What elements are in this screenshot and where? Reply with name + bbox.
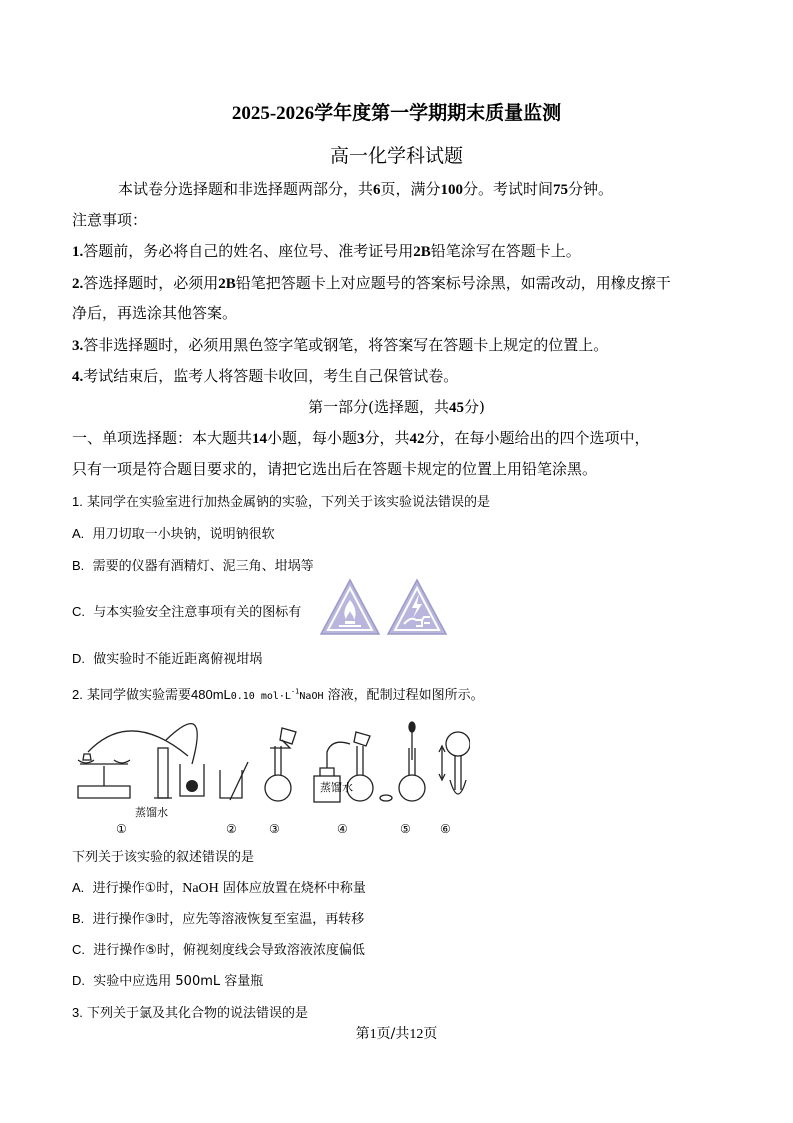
q2-option-d: D. 实验中应选用 500mL 容量瓶: [72, 973, 264, 989]
step-label-5: ⑤: [400, 822, 411, 836]
q2-stem: 2. 某同学做实验需要480mL0.10 $mol\cdot L^{-1}NaOH$ 溶液，配制过程如图所示。: [72, 687, 484, 703]
note-3: 3.答非选择题时，必须用黑色签字笔或钢笔，将答案写在答题卡上规定的位置上。: [72, 336, 609, 354]
q2-lead: 下列关于该实验的叙述错误的是: [72, 850, 255, 865]
note-2-cont: 净后，再选涂其他答案。: [72, 304, 238, 322]
q2-option-b: B. 进行操作③时，应先等溶液恢复至室温，再转移: [72, 911, 365, 927]
step-label-4: ④: [337, 822, 348, 836]
bottle-label: 蒸馏水: [320, 781, 353, 794]
step-label-2: ②: [226, 822, 237, 836]
mc-instructions: 一、单项选择题：本大题共14小题，每小题3分，共42分，在每小题给出的四个选项中，: [72, 429, 650, 447]
intro-line: 本试卷分选择题和非选择题两部分，共6页，满分100分。考试时间75分钟。: [118, 180, 614, 198]
q1-stem: 1. 某同学在实验室进行加热金属钠的实验，下列关于该实验说法错误的是: [72, 494, 490, 510]
q2-option-a: A. 进行操作①时，NaOH 固体应放置在烧杯中称量: [72, 880, 366, 896]
step-label-6: ⑥: [440, 822, 451, 836]
q1-option-c: C. 与本实验安全注意事项有关的图标有: [72, 604, 302, 620]
q1-option-d: D. 做实验时不能近距离俯视坩埚: [72, 651, 263, 667]
step-label-1: ①: [116, 822, 127, 836]
part1-heading: 第一部分(选择题，共45分): [308, 398, 485, 416]
solution-preparation-figure: [70, 718, 470, 818]
q1-option-a: A. 用刀切取一小块钠，说明钠很软: [72, 526, 275, 542]
mc-instructions-cont: 只有一项是符合题目要求的，请把它选出后在答题卡规定的位置上用铅笔涂黑。: [72, 460, 598, 478]
q2-option-c: C. 进行操作⑤时，俯视刻度线会导致溶液浓度偏低: [72, 942, 365, 958]
q1-option-b: B. 需要的仪器有酒精灯、泥三角、坩埚等: [72, 558, 314, 574]
page-footer: 第1页/共12页: [355, 1026, 438, 1042]
step-label-3: ③: [269, 822, 280, 836]
page-subtitle: 高一化学科试题: [329, 145, 463, 167]
note-4: 4.考试结束后，监考人将答题卡收回，考生自己保管试卷。: [72, 367, 459, 385]
electric-plug-warning-icon: [386, 578, 448, 636]
q3-stem: 3. 下列关于氯及其化合物的说法错误的是: [72, 1005, 308, 1021]
page-title: 2025-2026学年度第一学期期末质量监测: [231, 102, 562, 124]
balance-base: [78, 786, 130, 798]
figure-label-water: 蒸馏水: [135, 806, 168, 819]
notes-heading: 注意事项：: [72, 211, 148, 229]
note-1: 1.答题前，务必将自己的姓名、座位号、准考证号用2B铅笔涂写在答题卡上。: [72, 242, 581, 260]
note-2: 2.答选择题时，必须用2B铅笔把答题卡上对应题号的答案标号涂黑，如需改动，用橡皮擦干: [72, 274, 671, 292]
flame-warning-icon: [319, 578, 381, 636]
